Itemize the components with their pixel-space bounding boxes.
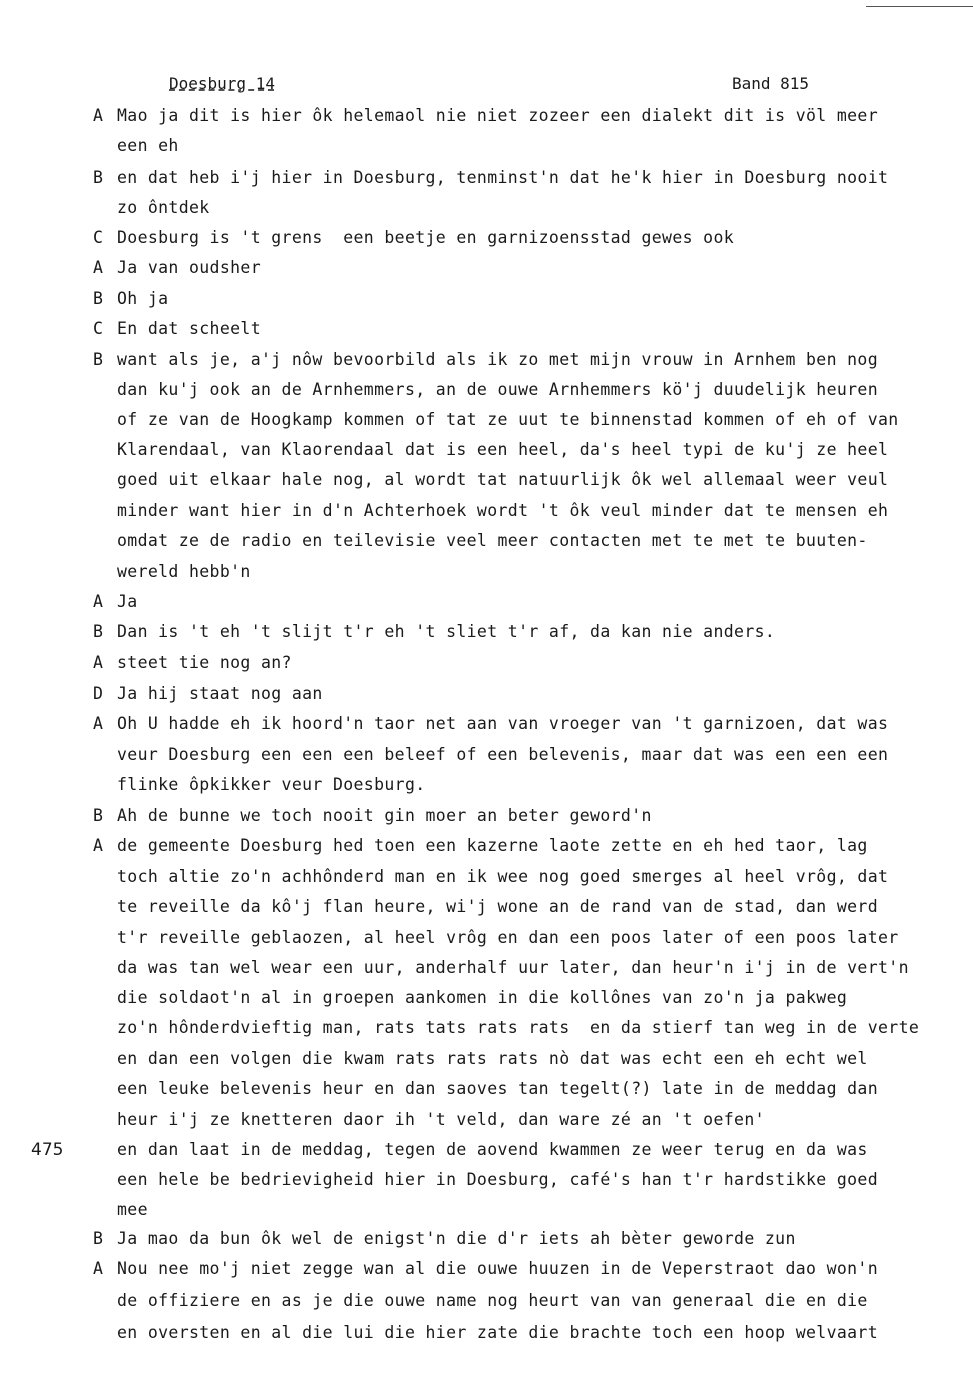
transcript-line: steet tie nog an? [117,653,292,672]
transcript-line: omdat ze de radio en teilevisie veel meer contacten met te met te buuten- [117,531,868,550]
transcript-line: te reveille da kô'j flan heure, wi'j wone an de rand van de stad, dan werd [117,897,879,916]
transcript-line: goed uit elkaar hale nog, al wordt tat natuurlijk ôk wel allemaal weer veul [117,470,889,489]
transcript-line: een leuke belevenis heur en dan saoves tan tegelt(?) late in de meddag dan [117,1079,879,1098]
transcript-line: Ja [117,592,138,611]
transcript-line: zo ôntdek [117,198,210,217]
transcript-line: Ja mao da bun ôk wel de enigst'n die d'r iets ah bèter geworde zun [117,1229,796,1248]
speaker-label: C [93,319,103,338]
transcript-line: dan ku'j ook an de Arnhemmers, an de ouwe Arnhemmers kö'j duudelijk heuren [117,380,879,399]
transcript-line: Oh ja [117,289,169,308]
transcript-line: een eh [117,136,179,155]
transcript-line: Dan is 't eh 't slijt t'r eh 't sliet t'r af, da kan nie anders. [117,622,776,641]
margin-number: 475 [31,1140,64,1160]
transcript-line: Ja van oudsher [117,258,261,277]
speaker-label: A [93,592,103,611]
transcript-line: Nou nee mo'j niet zegge wan al die ouwe huuzen in de Veperstraot dao won'n [117,1259,879,1278]
transcript-line: mee [117,1200,148,1219]
speaker-label: B [93,622,103,641]
speaker-label: C [93,228,103,247]
speaker-label: B [93,350,103,369]
transcript-line: en dan laat in de meddag, tegen de aovend kwammen ze weer terug en da was [117,1140,868,1159]
speaker-label: A [93,653,103,672]
speaker-label: B [93,806,103,825]
transcript-line: da was tan wel wear een uur, anderhalf uur later, dan heur'n i'j in de vert'n [117,958,909,977]
transcript-line: zo'n hônderdvieftig man, rats tats rats rats en da stierf tan weg in de verte [117,1018,920,1037]
header-right: Band 815 [732,74,810,93]
transcript-line: een hele be bedrievigheid hier in Doesburg, café's han t'r hardstikke goed [117,1170,879,1189]
speaker-label: B [93,168,103,187]
transcript-line: want als je, a'j nôw bevoorbild als ik zo met mijn vrouw in Arnhem ben nog [117,350,879,369]
transcript-line: en dan een volgen die kwam rats rats rats nò dat was echt een eh echt wel [117,1049,868,1068]
top-rule [866,6,973,7]
transcript-line: Mao ja dit is hier ôk helemaol nie niet zozeer een dialekt dit is völ meer [117,106,879,125]
transcript-line: wereld hebb'n [117,562,251,581]
transcript-line: en oversten en al die lui die hier zate die brachte toch een hoop welvaart [117,1323,879,1342]
transcript-line: Oh U hadde eh ik hoord'n taor net aan van vroeger van 't garnizoen, dat was [117,714,889,733]
speaker-label: D [93,684,103,703]
transcript-line: Ah de bunne we toch nooit gin moer an beter geword'n [117,806,652,825]
transcript-line: En dat scheelt [117,319,261,338]
transcript-line: Klarendaal, van Klaorendaal dat is een heel, da's heel typi de ku'j ze heel [117,440,889,459]
transcript-line: Ja hij staat nog aan [117,684,323,703]
transcript-line: en dat heb i'j hier in Doesburg, tenminst'n dat he'k hier in Doesburg nooit [117,168,889,187]
speaker-label: A [93,714,103,733]
header-left: Doesburg 14 [169,74,275,93]
transcript-line: minder want hier in d'n Achterhoek wordt 't ôk veul minder dat te mensen eh [117,501,889,520]
transcript-line: de offiziere en as je die ouwe name nog heurt van van generaal die en die [117,1291,868,1310]
speaker-label: A [93,1259,103,1278]
transcript-line: Doesburg is 't grens een beetje en garnizoensstad gewes ook [117,228,735,247]
transcript-line: of ze van de Hoogkamp kommen of tat ze uut te binnenstad kommen of eh of van [117,410,899,429]
speaker-label: A [93,106,103,125]
transcript-line: heur i'j ze knetteren daor ih 't veld, dan ware zé an 't oefen' [117,1110,765,1129]
transcript-line: de gemeente Doesburg hed toen een kazerne laote zette en eh hed taor, lag [117,836,868,855]
speaker-label: B [93,289,103,308]
transcript-line: t'r reveille geblaozen, al heel vrôg en dan een poos later of een poos later [117,928,899,947]
speaker-label: A [93,258,103,277]
transcript-line: flinke ôpkikker veur Doesburg. [117,775,426,794]
transcript-line: veur Doesburg een een een beleef of een belevenis, maar dat was een een een [117,745,889,764]
speaker-label: A [93,836,103,855]
transcript-line: toch altie zo'n achhônderd man en ik wee nog goed smerges al heel vrôg, dat [117,867,889,886]
transcript-line: die soldaot'n al in groepen aankomen in die kollônes van zo'n ja pakweg [117,988,848,1007]
speaker-label: B [93,1229,103,1248]
